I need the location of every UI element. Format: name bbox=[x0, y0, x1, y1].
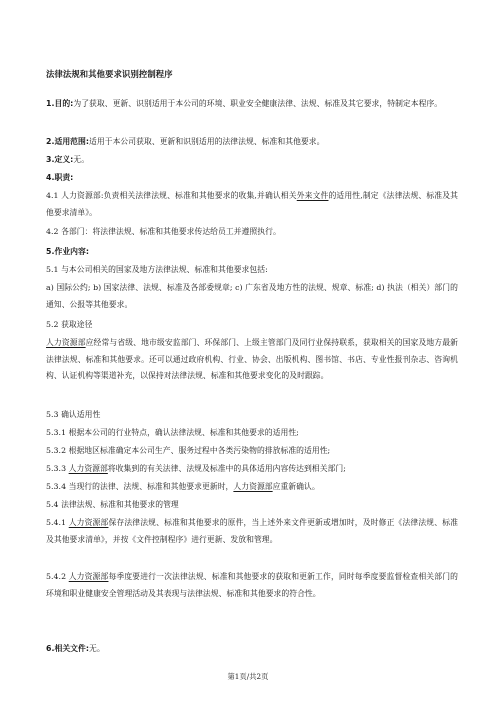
section-scope-heading: 2.适用范围: bbox=[46, 137, 90, 146]
section-definition-heading: 3.定义: bbox=[46, 155, 74, 164]
item-5-3-heading: 5.3 确认适用性 bbox=[46, 410, 101, 419]
item-5-4-heading: 5.4 法律法规、标准和其他要求的管理 bbox=[46, 500, 179, 509]
responsibility-4-2: 4.2 各部门：将法律法规、标准和其他要求传达给员工并遵照执行。 bbox=[46, 227, 281, 236]
hr-department-text: 人力资源部 bbox=[68, 464, 108, 473]
item-5-3-1: 5.3.1 根据本公司的行业特点，确认法律法规、标准和其他要求的适用性; bbox=[46, 428, 299, 437]
item-5-3-3: 5.3.3 人力资源部将收集到的有关法律、法规及标准中的具体适用内容传达到相关部门; bbox=[46, 464, 346, 473]
responsibility-4-1: 4.1 人力资源部:负责相关法律法规、标准和其他要求的收集,并确认相关外来文件的适用性,制定《法律法规、标准及其他要求清单》。 bbox=[46, 191, 459, 217]
external-documents-link-text: 外来文件 bbox=[296, 191, 329, 200]
item-5-4-1: 5.4.1 人力资源部保存法律法规、标准和其他要求的原件，当上述外来文件更新或增加时，及时修正《法律法规、标准及其他要求清单》，并按《文件控制程序》进行更新、发放和管理。 bbox=[46, 518, 458, 544]
section-purpose-heading: 1.目的: bbox=[46, 99, 74, 108]
section-related-documents bbox=[46, 641, 458, 658]
hr-department-text: 人力资源部 bbox=[68, 572, 109, 581]
hr-department-text: 人力资源部 bbox=[46, 338, 86, 347]
section-responsibility-heading: 4.职责: bbox=[46, 173, 74, 182]
hr-department-text: 人力资源部 bbox=[68, 518, 109, 527]
section-definition bbox=[46, 152, 458, 169]
section-related-documents-text: 无。 bbox=[89, 644, 105, 653]
item-5-2-heading: 5.2 获取途径 bbox=[46, 320, 93, 329]
section-work-content-heading: 5.作业内容: bbox=[46, 247, 90, 256]
section-definition-text: 无。 bbox=[73, 155, 90, 164]
section-scope-text: 适用于本公司获取、更新和识别适用的法律法规、标准和其他要求。 bbox=[89, 137, 325, 146]
item-5-3-2: 5.3.2 根据地区标准确定本公司生产、服务过程中各类污染物的排放标准的适用性; bbox=[46, 446, 331, 455]
document-title: 法律法规和其他要求识别控制程序 bbox=[46, 69, 173, 79]
section-scope bbox=[46, 134, 458, 151]
item-5-2-text: 人力资源部应经常与省级、地市级安监部门、环保部门、上级主管部门及同行业保持联系，获取相关的国家及地方最新法律法规、标准和其他要求。还可以通过政府机构、行业、协会、出版机构、图书馆、书店、专业性报刊杂志、咨询机构、认证机构等渠道补充，以保持对法律法规、标准和其他要求变化的及时跟踪。 bbox=[46, 338, 458, 381]
item-5-1-list: a) 国际公约; b) 国家法律、法规、标准及各部委规章; c) 广东省及地方性的法规、规章、标准; d) 执法（相关）部门的通知、公报等其他要求。 bbox=[46, 283, 458, 309]
page-footer: 第1页/共2页 bbox=[227, 672, 269, 681]
item-5-3-4: 5.3.4 当现行的法律、法规、标准和其他要求更新时，人力资源部应重新确认。 bbox=[46, 482, 320, 491]
section-purpose bbox=[46, 96, 458, 113]
section-related-documents-heading: 6.相关文件: bbox=[46, 644, 90, 653]
hr-department-text: 人力资源部 bbox=[233, 482, 273, 491]
item-5-1: 5.1 与本公司相关的国家及地方法律法规、标准和其他要求包括: bbox=[46, 265, 268, 274]
item-5-4-2: 5.4.2 人力资源部每季度要进行一次法律法规、标准和其他要求的获取和更新工作，同时每季度要监督检查相关部门的环境和职业健康安全管理活动及其表现与法律法规、标准和其他要求的符合性。 bbox=[46, 572, 458, 598]
section-purpose-text: 为了获取、更新、识别适用于本公司的环境、职业安全健康法律、法规、标准及其它要求，特制定本程序。 bbox=[73, 99, 443, 108]
